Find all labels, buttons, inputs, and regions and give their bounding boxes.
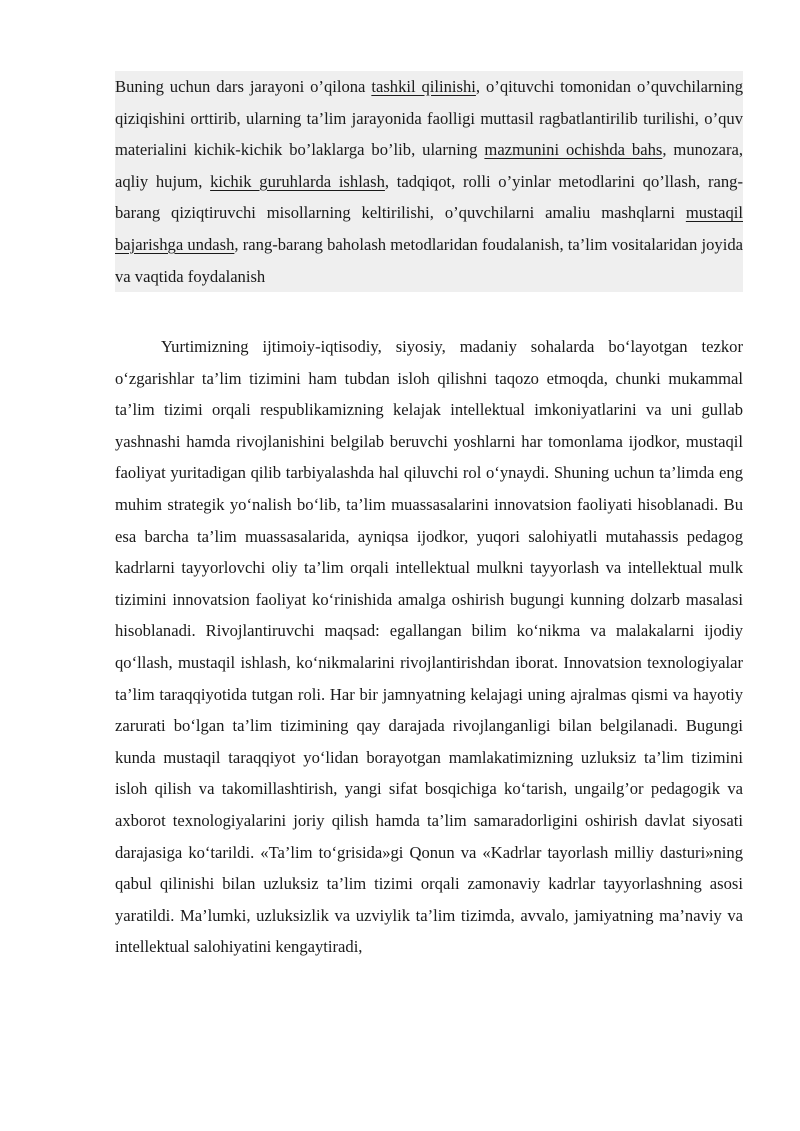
text-segment: , rang-barang baholash metodlaridan foudalanish, ta’lim vositalaridan joyida va vaqtida foydalanish bbox=[115, 234, 743, 286]
body-paragraph: Yurtimizning ijtimoiy-iqtisodiy, siyosiy, madaniy sohalarda bo‘layotgan tezkor o‘zgarishlar ta’lim tizimini ham tubdan isloh qilishni taqozo etmoqda, chunki mukammal ta’lim tizimi orqali respublikamizning kelajak intellektual imkoniyatlarini va uni gullab yashnashi hamda rivojlanishini belgilab beruvchi yoshlarni har tomonlama ijodkor, mustaqil faoliyat yuritadigan qilib tarbiyalashda hal qiluvchi rol o‘ynaydi. Shuning uchun ta’limda eng muhim strategik yo‘nalish bo‘lib, ta’lim muassasalarini innovatsion faoliyati hisoblanadi. Bu esa barcha ta’lim muassasalarida, ayniqsa ijodkor, yuqori salohiyatli mutahassis pedagog kadrlarni tayyorlovchi oliy ta’lim orqali intellektual mulkni tayyorlash va intellektual mulk tizimini innovatsion faoliyat ko‘rinishida amalga oshirish bugungi kunning dolzarb masalasi hisoblanadi. Rivojlantiruvchi maqsad: egallangan bilim ko‘nikma va malakalarni ijodiy qo‘llash, mustaqil ishlash, ko‘nikmalarini rivojlantirishdan iborat. Innovatsion texnologiyalar ta’lim taraqqiyotida tutgan roli. Har bir jamnyatning kelajagi uning ajralmas qismi va hayotiy zarurati bo‘lgan ta’lim tizimining qay darajada rivojlanganligi bilan belgilanadi. Bugungi kunda mustaqil taraqqiyot yo‘lidan borayotgan mamlakatimizning uzluksiz ta’lim tizimini isloh qilish va takomillashtirish, yangi sifat bosqichiga ko‘tarish, ungailg’or pedagogik va axborot texnologiyalarini joriy qilish hamda ta’lim samaradorligini oshirish davlat siyosati darajasiga ko‘tarildi. «Ta’lim to‘grisida»gi Qonun va «Kadrlar tayorlash milliy dasturi»ning qabul qilinishi bilan uzluksiz ta’lim tizimi orqali zamonaviy kadrlar tayyorlashning asosi yaratildi. Ma’lumki, uzluksizlik va uzviylik ta’lim tizimda, avvalo, jamiyatning ma’naviy va intellektual salohiyatini kengaytiradi, bbox=[115, 337, 743, 957]
text-segment: , tadqiqot, rolli o’yinlar metodlarini qo’llash, rang-barang qiziqtiruvchi misollarning keltirilishi, o’quvchilarni amaliu mashqlarni bbox=[115, 171, 743, 223]
text-segment: , munozara, aqliy hujum, bbox=[115, 140, 743, 191]
text-segment: Buning uchun dars jarayoni o’qilona bbox=[115, 77, 372, 96]
highlighted-paragraph bbox=[115, 71, 743, 292]
text-segment: , o’qituvchi tomonidan o’quvchilarning qiziqishini orttirib, ularning ta’lim jarayonida faolligi muttasil ragbatlantirilib turilishi, o’quv materialini kichik-kichik bo’laklarga bo’lib, ularning bbox=[115, 77, 744, 160]
underlined-phrase: kichik guruhlarda ishlash bbox=[210, 171, 385, 191]
underlined-phrase: tashkil qilinishi bbox=[371, 77, 476, 96]
underlined-phrase: mazmunini ochishda bahs bbox=[484, 140, 663, 160]
underlined-phrase: mustaqil bajarishga undash bbox=[115, 203, 743, 254]
